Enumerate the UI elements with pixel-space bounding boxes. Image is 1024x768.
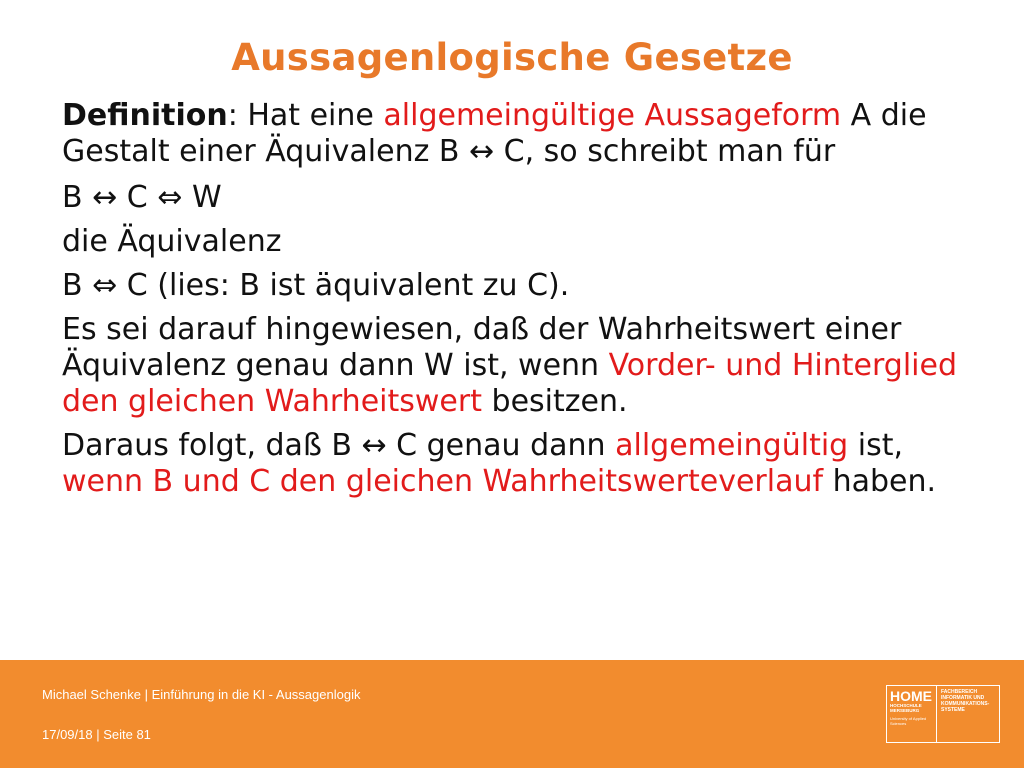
footer-date-page: 17/09/18 | Seite 81 — [42, 727, 151, 742]
text-segment: A die Gestalt einer Äquivalenz B ↔ C, so schreibt man für — [62, 98, 927, 169]
university-logo — [886, 685, 1000, 743]
text-segment: Daraus folgt, daß B ↔ C genau dann — [62, 428, 616, 463]
text-segment: Es sei darauf hingewiesen, daß der Wahrheitswert einer Äquivalenz genau dann W ist, wenn — [62, 312, 902, 383]
formula-line: B ↔ C ⇔ W — [62, 180, 222, 215]
highlight-text: allgemeingültige Aussageform — [383, 98, 842, 133]
footer-author-course: Michael Schenke | Einführung in die KI - Aussagenlogik — [42, 687, 361, 702]
text-segment: haben. — [823, 464, 937, 499]
footer-bar — [0, 660, 1024, 768]
slide-body — [62, 98, 962, 508]
text-segment: besitzen. — [481, 384, 628, 419]
text-segment: : Hat eine — [227, 98, 384, 133]
text-line: die Äquivalenz — [62, 224, 282, 259]
logo-mark: HOME — [890, 688, 932, 704]
definition-label: Definition — [62, 98, 228, 133]
highlight-text: allgemeingültig — [615, 428, 849, 463]
logo-department: FACHBEREICH INFORMATIK UND KOMMUNIKATIONS-SYSTEME — [941, 689, 990, 713]
conclusion-paragraph — [62, 428, 962, 500]
text-segment: ist, — [848, 428, 904, 463]
highlight-text: Vorder- und Hinterglied den gleichen Wahrheitswert — [62, 348, 957, 419]
logo-mark-block — [887, 686, 937, 742]
formula-line: B ⇔ C (lies: B ist äquivalent zu C). — [62, 268, 570, 303]
highlight-text: wenn B und C den gleichen Wahrheitswerteverlauf — [62, 464, 824, 499]
slide-title: Aussagenlogische Gesetze — [231, 36, 793, 79]
logo-school-name: HOCHSCHULE MERSEBURG — [890, 703, 922, 713]
definition-paragraph — [62, 98, 962, 170]
logo-subtitle: University of Applied Sciences — [890, 716, 927, 726]
explanation-paragraph — [62, 312, 962, 420]
